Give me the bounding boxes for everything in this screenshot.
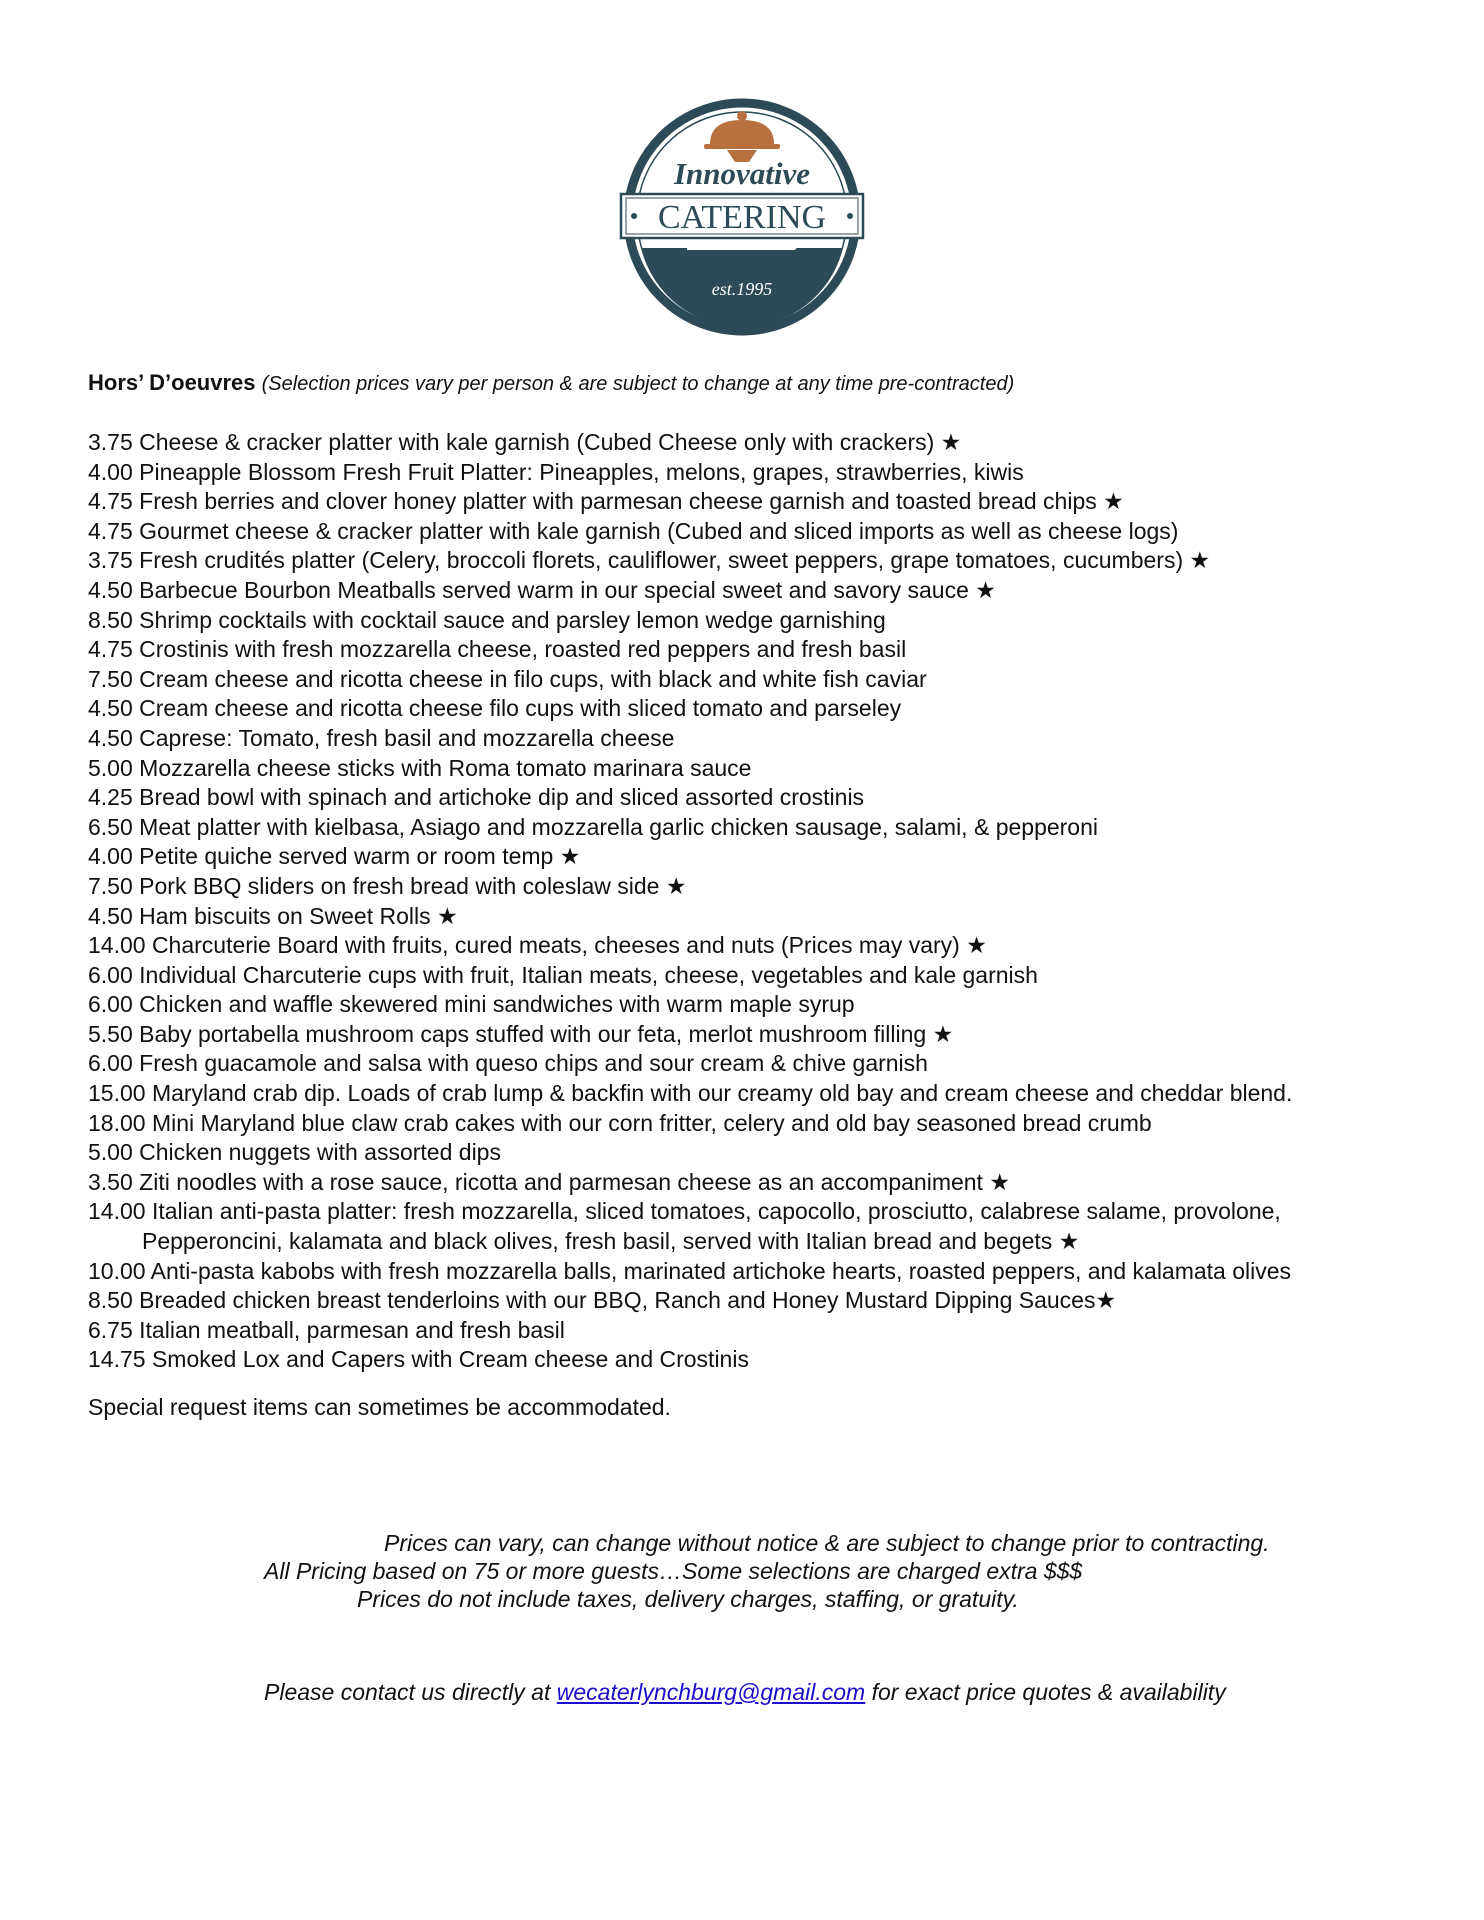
contact-email-link[interactable]: wecaterlynchburg@gmail.com [556, 1679, 866, 1705]
menu-item: 4.75 Crostinis with fresh mozzarella cheese, roasted red peppers and fresh basil [88, 636, 907, 663]
menu-item: 3.50 Ziti noodles with a rose sauce, ricotta and parmesan cheese as an accompaniment ★ [88, 1168, 1010, 1195]
menu-item: 6.00 Fresh guacamole and salsa with queso chips and sour cream & chive garnish [88, 1050, 928, 1077]
menu-item: 15.00 Maryland crab dip. Loads of crab lump & backfin with our creamy old bay and cream cheese and cheddar blend. [88, 1080, 1293, 1107]
menu-item: 4.25 Bread bowl with spinach and artichoke dip and sliced assorted crostinis [88, 784, 865, 811]
menu-list [88, 428, 1428, 1375]
footer-line-1: Prices can vary, can change without notice & are subject to change prior to contracting. [384, 1530, 1270, 1556]
section-note: (Selection prices vary per person & are subject to change at any time pre-contracted) [261, 373, 1015, 395]
innovative-catering-logo [617, 98, 867, 336]
special-request-note: Special request items can sometimes be accommodated. [88, 1394, 671, 1420]
logo-main-text: CATERING [657, 199, 827, 236]
menu-item: 4.00 Pineapple Blossom Fresh Fruit Platter: Pineapples, melons, grapes, strawberries, kiwis [88, 458, 1024, 485]
menu-item: 6.00 Chicken and waffle skewered mini sandwiches with warm maple syrup [88, 991, 855, 1018]
menu-item: 10.00 Anti-pasta kabobs with fresh mozzarella balls, marinated artichoke hearts, roasted peppers, and kalamata olives [88, 1257, 1292, 1284]
menu-item: 4.50 Barbecue Bourbon Meatballs served warm in our special sweet and savory sauce ★ [88, 576, 996, 603]
menu-item: 4.50 Cream cheese and ricotta cheese filo cups with sliced tomato and parseley [88, 695, 902, 722]
menu-item: 6.75 Italian meatball, parmesan and fresh basil [88, 1316, 565, 1343]
menu-item: 4.75 Fresh berries and clover honey platter with parmesan cheese garnish and toasted bread chips ★ [88, 488, 1124, 515]
section-title: Hors’ D’oeuvres [88, 370, 256, 395]
menu-item: 8.50 Breaded chicken breast tenderloins with our BBQ, Ranch and Honey Mustard Dipping Sauces★ [88, 1287, 1117, 1314]
menu-item: 4.50 Caprese: Tomato, fresh basil and mozzarella cheese [88, 724, 675, 751]
menu-item: 3.75 Cheese & cracker platter with kale garnish (Cubed Cheese only with crackers) ★ [88, 429, 962, 455]
footer-line-2: All Pricing based on 75 or more guests…Some selections are charged extra $$$ [264, 1558, 1083, 1584]
logo-script-text: Innovative [673, 156, 811, 191]
menu-item: 3.75 Fresh crudités platter (Celery, broccoli florets, cauliflower, sweet peppers, grape tomatoes, cucumbers) ★ [88, 547, 1211, 574]
menu-item: 14.75 Smoked Lox and Capers with Cream cheese and Crostinis [88, 1346, 749, 1373]
menu-item: 18.00 Mini Maryland blue claw crab cakes with our corn fritter, celery and old bay seasoned bread crumb [88, 1109, 1152, 1136]
menu-item: 14.00 Italian anti-pasta platter: fresh mozzarella, sliced tomatoes, capocollo, prosciutto, calabrese salame, provolone, [88, 1198, 1281, 1225]
contact-prefix: Please contact us directly at [264, 1679, 557, 1705]
menu-item-continuation: Pepperoncini, kalamata and black olives, fresh basil, served with Italian bread and begets ★ [142, 1228, 1080, 1255]
menu-item: 4.50 Ham biscuits on Sweet Rolls ★ [88, 902, 458, 929]
footer-line-3: Prices do not include taxes, delivery charges, staffing, or gratuity. [357, 1586, 1019, 1612]
menu-item: 5.00 Chicken nuggets with assorted dips [88, 1139, 501, 1166]
menu-item: 8.50 Shrimp cocktails with cocktail sauce and parsley lemon wedge garnishing [88, 606, 886, 633]
menu-item: 6.00 Individual Charcuterie cups with fruit, Italian meats, cheese, vegetables and kale garnish [88, 961, 1038, 988]
logo-established-text: est.1995 [711, 279, 773, 299]
menu-item: 4.00 Petite quiche served warm or room temp ★ [88, 843, 581, 870]
menu-item: 6.50 Meat platter with kielbasa, Asiago and mozzarella garlic chicken sausage, salami, & pepperoni [88, 813, 1099, 840]
menu-item: 7.50 Cream cheese and ricotta cheese in filo cups, with black and white fish caviar [88, 665, 927, 692]
contact-line [264, 1679, 1226, 1706]
menu-item: 5.50 Baby portabella mushroom caps stuffed with our feta, merlot mushroom filling ★ [88, 1020, 954, 1047]
contact-suffix: for exact price quotes & availability [865, 1679, 1226, 1705]
section-heading [88, 370, 1014, 396]
menu-item: 5.00 Mozzarella cheese sticks with Roma tomato marinara sauce [88, 754, 752, 781]
menu-item: 7.50 Pork BBQ sliders on fresh bread with coleslaw side ★ [88, 872, 687, 899]
menu-item: 14.00 Charcuterie Board with fruits, cured meats, cheeses and nuts (Prices may vary) ★ [88, 932, 987, 959]
menu-item: 4.75 Gourmet cheese & cracker platter with kale garnish (Cubed and sliced imports as well as cheese logs) [88, 517, 1179, 544]
